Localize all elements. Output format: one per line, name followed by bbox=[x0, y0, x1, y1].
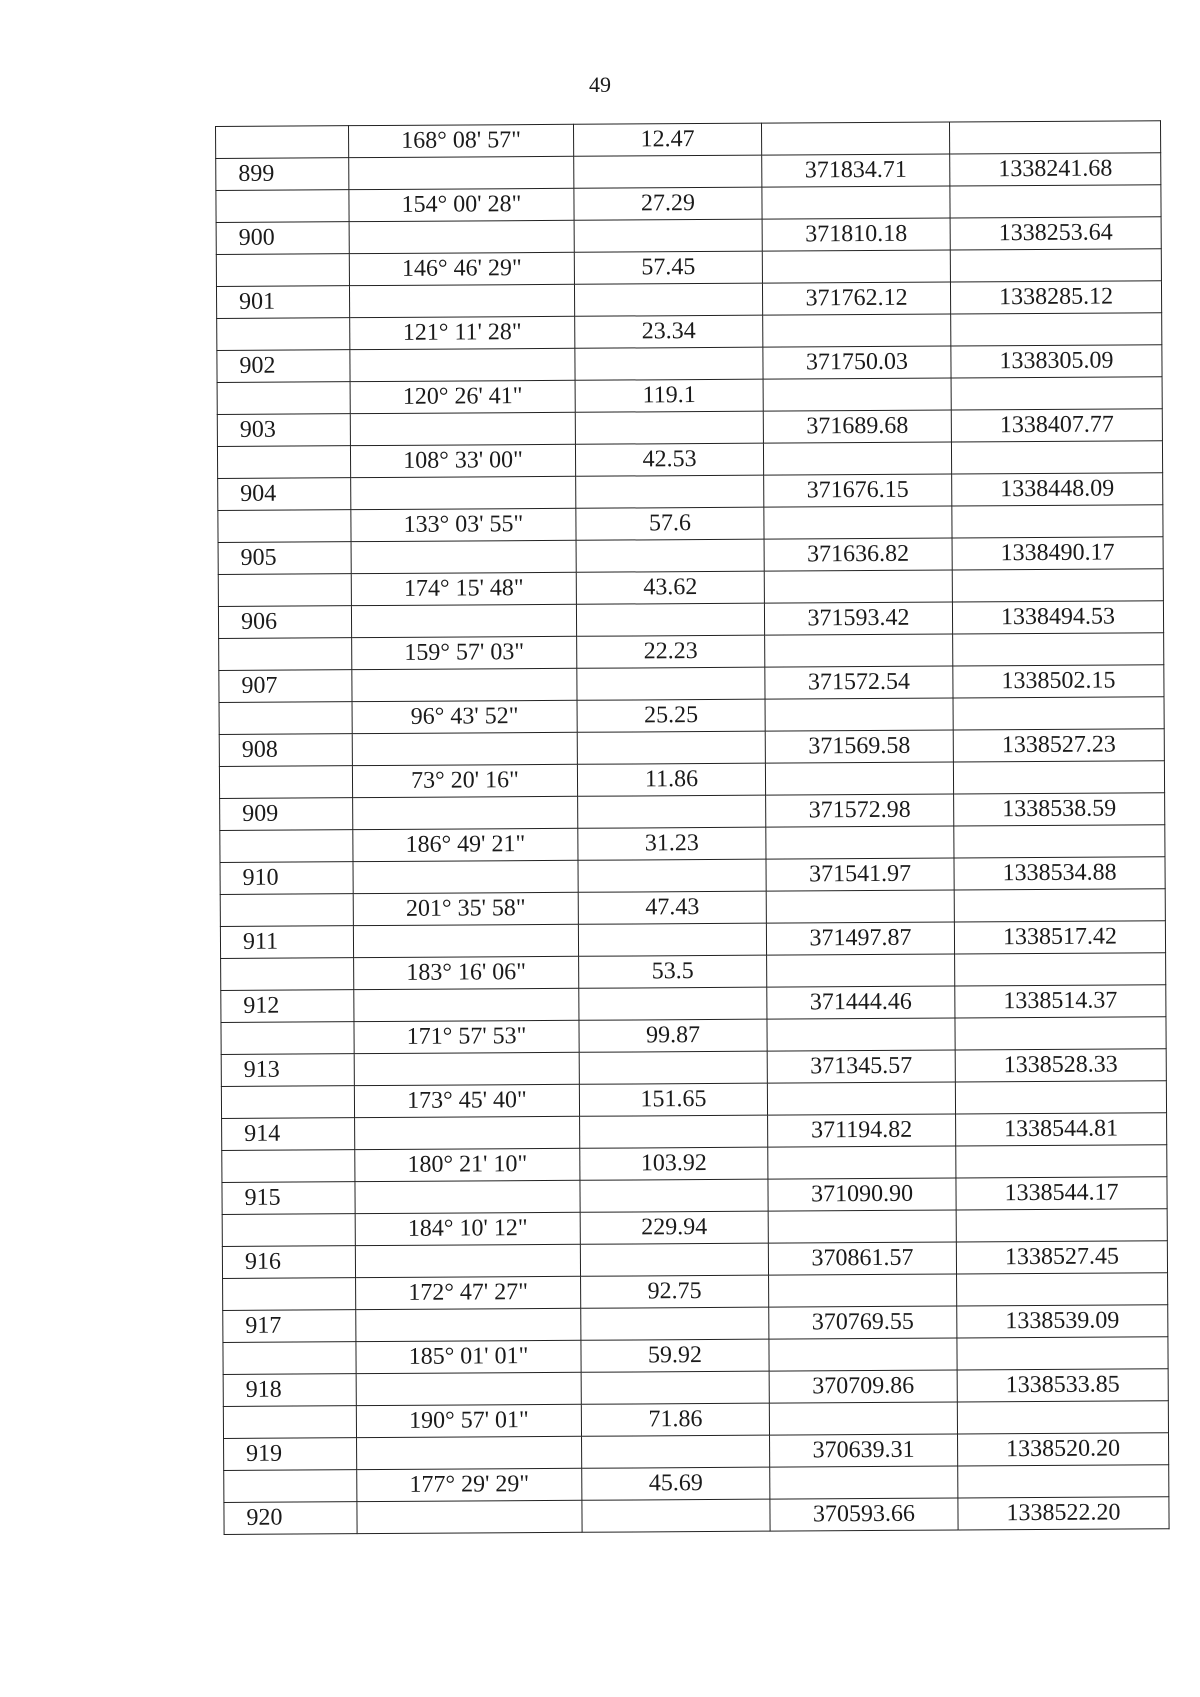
empty-cell bbox=[954, 889, 1165, 922]
empty-cell bbox=[355, 1180, 580, 1213]
empty-cell bbox=[356, 1372, 581, 1405]
northing-cell: 1338522.20 bbox=[958, 1497, 1169, 1530]
empty-cell bbox=[955, 953, 1166, 986]
empty-cell bbox=[952, 505, 1163, 538]
empty-cell bbox=[761, 122, 949, 155]
station-coordinate-row bbox=[218, 601, 1163, 639]
empty-cell bbox=[574, 283, 762, 316]
easting-cell: 371593.42 bbox=[764, 602, 952, 635]
empty-cell bbox=[357, 1500, 582, 1533]
empty-cell bbox=[762, 250, 950, 283]
bearing-cell: 185° 01' 01" bbox=[356, 1340, 581, 1373]
empty-cell bbox=[955, 1017, 1166, 1050]
empty-cell bbox=[956, 1145, 1167, 1178]
empty-cell bbox=[582, 1499, 770, 1532]
station-coordinate-row bbox=[220, 857, 1165, 895]
northing-cell: 1338448.09 bbox=[952, 473, 1163, 506]
station-cell: 913 bbox=[221, 1054, 354, 1087]
bearing-cell: 186° 49' 21" bbox=[353, 828, 578, 861]
distance-cell: 151.65 bbox=[579, 1083, 767, 1116]
empty-cell bbox=[765, 634, 953, 667]
easting-cell: 370861.57 bbox=[768, 1242, 956, 1275]
empty-cell bbox=[765, 698, 953, 731]
distance-cell: 12.47 bbox=[573, 123, 761, 156]
northing-cell: 1338544.81 bbox=[956, 1113, 1167, 1146]
empty-cell bbox=[224, 1470, 357, 1503]
empty-cell bbox=[950, 185, 1161, 218]
empty-cell bbox=[957, 1273, 1168, 1306]
northing-cell: 1338533.85 bbox=[957, 1369, 1168, 1402]
empty-cell bbox=[219, 702, 352, 735]
empty-cell bbox=[351, 604, 576, 637]
northing-cell: 1338502.15 bbox=[953, 665, 1164, 698]
distance-cell: 103.92 bbox=[580, 1147, 768, 1180]
distance-cell: 92.75 bbox=[581, 1275, 769, 1308]
empty-cell bbox=[355, 1116, 580, 1149]
empty-cell bbox=[350, 412, 575, 445]
easting-cell: 371572.54 bbox=[765, 666, 953, 699]
empty-cell bbox=[218, 574, 351, 607]
empty-cell bbox=[222, 1150, 355, 1183]
empty-cell bbox=[575, 347, 763, 380]
empty-cell bbox=[353, 796, 578, 829]
bearing-cell: 120° 26' 41" bbox=[350, 380, 575, 413]
distance-cell: 25.25 bbox=[577, 699, 765, 732]
empty-cell bbox=[578, 859, 766, 892]
traverse-table bbox=[215, 120, 1170, 1535]
easting-cell: 371636.82 bbox=[764, 538, 952, 571]
empty-cell bbox=[351, 476, 576, 509]
northing-cell: 1338517.42 bbox=[954, 921, 1165, 954]
easting-cell: 370769.55 bbox=[769, 1306, 957, 1339]
empty-cell bbox=[221, 958, 354, 991]
empty-cell bbox=[577, 667, 765, 700]
empty-cell bbox=[223, 1278, 356, 1311]
empty-cell bbox=[950, 249, 1161, 282]
station-coordinate-row bbox=[223, 1369, 1168, 1407]
station-coordinate-row bbox=[222, 1113, 1167, 1151]
empty-cell bbox=[216, 126, 349, 159]
easting-cell: 371676.15 bbox=[764, 474, 952, 507]
bearing-cell: 159° 57' 03" bbox=[352, 636, 577, 669]
page-number: 49 bbox=[589, 72, 611, 97]
station-cell: 914 bbox=[222, 1118, 355, 1151]
station-cell: 910 bbox=[220, 862, 353, 895]
station-coordinate-row bbox=[224, 1497, 1169, 1535]
easting-cell: 371345.57 bbox=[767, 1050, 955, 1083]
easting-cell: 371569.58 bbox=[765, 730, 953, 763]
empty-cell bbox=[957, 1401, 1168, 1434]
empty-cell bbox=[353, 860, 578, 893]
northing-cell: 1338285.12 bbox=[950, 281, 1161, 314]
easting-cell: 371572.98 bbox=[766, 794, 954, 827]
station-coordinate-row bbox=[219, 665, 1164, 703]
empty-cell bbox=[957, 1337, 1168, 1370]
distance-cell: 47.43 bbox=[578, 891, 766, 924]
bearing-cell: 172° 47' 27" bbox=[356, 1276, 581, 1309]
empty-cell bbox=[356, 1308, 581, 1341]
empty-cell bbox=[580, 1179, 768, 1212]
empty-cell bbox=[953, 761, 1164, 794]
empty-cell bbox=[579, 1051, 767, 1084]
empty-cell bbox=[764, 506, 952, 539]
bearing-cell: 73° 20' 16" bbox=[352, 764, 577, 797]
distance-cell: 27.29 bbox=[574, 187, 762, 220]
empty-cell bbox=[221, 1086, 354, 1119]
distance-cell: 23.34 bbox=[575, 315, 763, 348]
empty-cell bbox=[953, 697, 1164, 730]
station-cell: 917 bbox=[223, 1310, 356, 1343]
distance-cell: 53.5 bbox=[579, 955, 767, 988]
bearing-cell: 168° 08' 57" bbox=[349, 124, 574, 157]
northing-cell: 1338539.09 bbox=[957, 1305, 1168, 1338]
empty-cell bbox=[575, 411, 763, 444]
empty-cell bbox=[763, 442, 951, 475]
empty-cell bbox=[956, 1209, 1167, 1242]
station-cell: 909 bbox=[220, 798, 353, 831]
empty-cell bbox=[351, 540, 576, 573]
station-coordinate-row bbox=[217, 345, 1162, 383]
easting-cell: 370593.66 bbox=[770, 1498, 958, 1531]
empty-cell bbox=[221, 1022, 354, 1055]
empty-cell bbox=[766, 826, 954, 859]
empty-cell bbox=[581, 1371, 769, 1404]
empty-cell bbox=[578, 795, 766, 828]
easting-cell: 371444.46 bbox=[767, 986, 955, 1019]
northing-cell: 1338527.23 bbox=[953, 729, 1164, 762]
empty-cell bbox=[576, 475, 764, 508]
empty-cell bbox=[765, 762, 953, 795]
distance-cell: 31.23 bbox=[578, 827, 766, 860]
bearing-cell: 171° 57' 53" bbox=[354, 1020, 579, 1053]
empty-cell bbox=[350, 348, 575, 381]
distance-cell: 99.87 bbox=[579, 1019, 767, 1052]
easting-cell: 371750.03 bbox=[763, 346, 951, 379]
northing-cell: 1338538.59 bbox=[954, 793, 1165, 826]
bearing-cell: 173° 45' 40" bbox=[354, 1084, 579, 1117]
station-cell: 911 bbox=[220, 926, 353, 959]
bearing-cell: 96° 43' 52" bbox=[352, 700, 577, 733]
bearing-cell: 146° 46' 29" bbox=[349, 252, 574, 285]
station-cell: 900 bbox=[216, 222, 349, 255]
station-cell: 904 bbox=[218, 478, 351, 511]
distance-cell: 43.62 bbox=[576, 571, 764, 604]
station-cell: 902 bbox=[217, 350, 350, 383]
empty-cell bbox=[574, 155, 762, 188]
northing-cell: 1338494.53 bbox=[952, 601, 1163, 634]
bearing-cell: 183° 16' 06" bbox=[354, 956, 579, 989]
station-coordinate-row bbox=[217, 409, 1162, 447]
station-cell: 903 bbox=[217, 414, 350, 447]
station-coordinate-row bbox=[220, 921, 1165, 959]
easting-cell: 371834.71 bbox=[762, 154, 950, 187]
bearing-cell: 184° 10' 12" bbox=[355, 1212, 580, 1245]
empty-cell bbox=[951, 377, 1162, 410]
station-coordinate-row bbox=[223, 1305, 1168, 1343]
empty-cell bbox=[577, 731, 765, 764]
empty-cell bbox=[767, 1082, 955, 1115]
distance-cell: 57.6 bbox=[576, 507, 764, 540]
empty-cell bbox=[349, 156, 574, 189]
empty-cell bbox=[769, 1402, 957, 1435]
station-cell: 920 bbox=[224, 1502, 357, 1535]
northing-cell: 1338544.17 bbox=[956, 1177, 1167, 1210]
empty-cell bbox=[354, 988, 579, 1021]
distance-cell: 119.1 bbox=[575, 379, 763, 412]
station-coordinate-row bbox=[222, 1177, 1167, 1215]
empty-cell bbox=[219, 638, 352, 671]
empty-cell bbox=[576, 539, 764, 572]
empty-cell bbox=[953, 633, 1164, 666]
station-cell: 912 bbox=[221, 990, 354, 1023]
bearing-cell: 108° 33' 00" bbox=[350, 444, 575, 477]
station-coordinate-row bbox=[220, 793, 1165, 831]
distance-cell: 71.86 bbox=[581, 1403, 769, 1436]
empty-cell bbox=[958, 1465, 1169, 1498]
easting-cell: 371090.90 bbox=[768, 1178, 956, 1211]
station-cell: 916 bbox=[222, 1246, 355, 1279]
bearing-cell: 154° 00' 28" bbox=[349, 188, 574, 221]
station-cell: 905 bbox=[218, 542, 351, 575]
station-coordinate-row bbox=[216, 217, 1161, 255]
northing-cell: 1338534.88 bbox=[954, 857, 1165, 890]
northing-cell: 1338520.20 bbox=[958, 1433, 1169, 1466]
distance-cell: 42.53 bbox=[575, 443, 763, 476]
distance-cell: 59.92 bbox=[581, 1339, 769, 1372]
traverse-table-body bbox=[216, 121, 1170, 1535]
empty-cell bbox=[763, 314, 951, 347]
distance-cell: 45.69 bbox=[582, 1467, 770, 1500]
northing-cell: 1338490.17 bbox=[952, 537, 1163, 570]
empty-cell bbox=[220, 830, 353, 863]
empty-cell bbox=[349, 284, 574, 317]
northing-cell: 1338241.68 bbox=[950, 153, 1161, 186]
easting-cell: 371762.12 bbox=[762, 282, 950, 315]
empty-cell bbox=[955, 1081, 1166, 1114]
empty-cell bbox=[216, 190, 349, 223]
station-coordinate-row bbox=[219, 729, 1164, 767]
empty-cell bbox=[576, 603, 764, 636]
distance-cell: 22.23 bbox=[577, 635, 765, 668]
empty-cell bbox=[766, 890, 954, 923]
easting-cell: 371497.87 bbox=[766, 922, 954, 955]
northing-cell: 1338253.64 bbox=[950, 217, 1161, 250]
distance-cell: 11.86 bbox=[577, 763, 765, 796]
empty-cell bbox=[355, 1244, 580, 1277]
empty-cell bbox=[764, 570, 952, 603]
station-coordinate-row bbox=[216, 153, 1161, 191]
empty-cell bbox=[223, 1406, 356, 1439]
empty-cell bbox=[763, 378, 951, 411]
station-cell: 919 bbox=[224, 1438, 357, 1471]
empty-cell bbox=[353, 924, 578, 957]
empty-cell bbox=[767, 1018, 955, 1051]
easting-cell: 371194.82 bbox=[768, 1114, 956, 1147]
empty-cell bbox=[578, 923, 766, 956]
bearing-cell: 180° 21' 10" bbox=[355, 1148, 580, 1181]
bearing-cell: 190° 57' 01" bbox=[356, 1404, 581, 1437]
distance-cell: 57.45 bbox=[574, 251, 762, 284]
station-cell: 907 bbox=[219, 670, 352, 703]
bearing-cell: 121° 11' 28" bbox=[350, 316, 575, 349]
station-coordinate-row bbox=[218, 473, 1163, 511]
empty-cell bbox=[767, 954, 955, 987]
station-coordinate-row bbox=[216, 281, 1161, 319]
easting-cell: 371541.97 bbox=[766, 858, 954, 891]
easting-cell: 370709.86 bbox=[769, 1370, 957, 1403]
empty-cell bbox=[768, 1146, 956, 1179]
station-cell: 899 bbox=[216, 158, 349, 191]
empty-cell bbox=[769, 1274, 957, 1307]
easting-cell: 370639.31 bbox=[770, 1434, 958, 1467]
northing-cell: 1338305.09 bbox=[951, 345, 1162, 378]
northing-cell: 1338514.37 bbox=[955, 985, 1166, 1018]
empty-cell bbox=[762, 186, 950, 219]
empty-cell bbox=[579, 987, 767, 1020]
empty-cell bbox=[218, 510, 351, 543]
station-cell: 906 bbox=[218, 606, 351, 639]
empty-cell bbox=[768, 1210, 956, 1243]
empty-cell bbox=[220, 894, 353, 927]
empty-cell bbox=[352, 732, 577, 765]
empty-cell bbox=[216, 254, 349, 287]
station-coordinate-row bbox=[218, 537, 1163, 575]
empty-cell bbox=[217, 318, 350, 351]
station-coordinate-row bbox=[222, 1241, 1167, 1279]
empty-cell bbox=[770, 1466, 958, 1499]
station-coordinate-row bbox=[221, 1049, 1166, 1087]
traverse-table-wrapper bbox=[215, 120, 1169, 1535]
empty-cell bbox=[954, 825, 1165, 858]
empty-cell bbox=[951, 441, 1162, 474]
empty-cell bbox=[219, 766, 352, 799]
empty-cell bbox=[949, 121, 1160, 154]
empty-cell bbox=[222, 1214, 355, 1247]
northing-cell: 1338407.77 bbox=[951, 409, 1162, 442]
bearing-cell: 133° 03' 55" bbox=[351, 508, 576, 541]
station-coordinate-row bbox=[221, 985, 1166, 1023]
northing-cell: 1338527.45 bbox=[956, 1241, 1167, 1274]
empty-cell bbox=[582, 1435, 770, 1468]
empty-cell bbox=[952, 569, 1163, 602]
distance-cell: 229.94 bbox=[580, 1211, 768, 1244]
empty-cell bbox=[951, 313, 1162, 346]
northing-cell: 1338528.33 bbox=[955, 1049, 1166, 1082]
bearing-cell: 174° 15' 48" bbox=[351, 572, 576, 605]
empty-cell bbox=[223, 1342, 356, 1375]
empty-cell bbox=[580, 1243, 768, 1276]
empty-cell bbox=[349, 220, 574, 253]
empty-cell bbox=[574, 219, 762, 252]
empty-cell bbox=[354, 1052, 579, 1085]
station-cell: 901 bbox=[216, 286, 349, 319]
bearing-cell: 201° 35' 58" bbox=[353, 892, 578, 925]
empty-cell bbox=[357, 1436, 582, 1469]
station-cell: 918 bbox=[223, 1374, 356, 1407]
empty-cell bbox=[581, 1307, 769, 1340]
empty-cell bbox=[352, 668, 577, 701]
empty-cell bbox=[580, 1115, 768, 1148]
easting-cell: 371689.68 bbox=[763, 410, 951, 443]
empty-cell bbox=[769, 1338, 957, 1371]
station-cell: 908 bbox=[219, 734, 352, 767]
easting-cell: 371810.18 bbox=[762, 218, 950, 251]
station-coordinate-row bbox=[224, 1433, 1169, 1471]
empty-cell bbox=[217, 382, 350, 415]
empty-cell bbox=[217, 446, 350, 479]
station-cell: 915 bbox=[222, 1182, 355, 1215]
bearing-cell: 177° 29' 29" bbox=[357, 1468, 582, 1501]
